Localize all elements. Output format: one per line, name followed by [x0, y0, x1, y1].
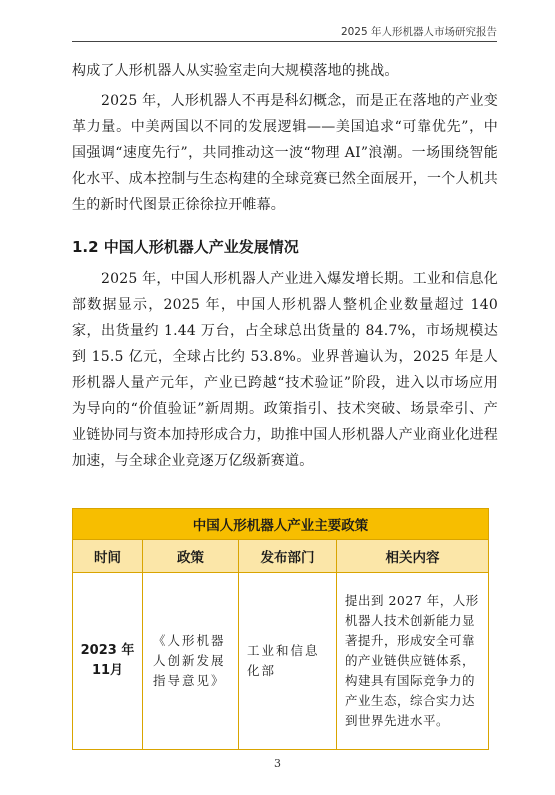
table-title: 中国人形机器人产业主要政策 [73, 509, 489, 540]
paragraph-continuation: 构成了人形机器人从实验室走向大规模落地的挑战。 [72, 63, 399, 79]
paragraph-industry: 2025 年，中国人形机器人产业进入爆发增长期。工业和信息化部数据显示，2025 年，中国人形机器人整机企业数量超过 140 家，出货量约 1.44 万台，占全球总出货量的 84.7%，市场规模达到 15.5 亿元，全球占比约 53.8%。业界普遍认为，2025 年是人形机器人量产元年，产业已跨越“技术验证”阶段，进入以市场应用为导向的“价值验证”新周期。政策指引、技术突破、场景牵引、产业链协同与资本加持形成合力，助推中国人形机器人产业商业化进程加速，与全球企业竞逐万亿级新赛道。 [72, 271, 498, 469]
cell-content: 提出到 2027 年，人形机器人技术创新能力显著提升，形成安全可靠的产业链供应链体系，构建具有国际竞争力的产业生态，综合实力达到世界先进水平。 [337, 573, 489, 750]
paragraph-intro: 2025 年，人形机器人不再是科幻概念，而是正在落地的产业变革力量。中美两国以不同的发展逻辑——美国追求“可靠优先”，中国强调“速度先行”，共同推动这一波“物理 AI”浪潮。一场围绕智能化水平、成本控制与生态构建的全球竞赛已然全面展开，一个人机共生的新时代图景正徐徐拉开帷幕。 [72, 93, 498, 213]
table-row [73, 573, 489, 750]
header-time: 时间 [73, 540, 143, 573]
header-policy: 政策 [143, 540, 239, 573]
cell-dept: 工业和信息化部 [239, 573, 337, 750]
header-rule [72, 41, 497, 42]
header-content: 相关内容 [337, 540, 489, 573]
policy-table [72, 508, 489, 750]
running-header: 2025 年人形机器人市场研究报告 [340, 26, 497, 38]
page-number: 3 [274, 757, 281, 770]
section-title: 1.2 中国人形机器人产业发展情况 [72, 238, 299, 256]
header-dept: 发布部门 [239, 540, 337, 573]
table-header-row [73, 540, 489, 573]
cell-time: 2023 年 11月 [73, 573, 143, 750]
cell-policy: 《人形机器人创新发展指导意见》 [143, 573, 239, 750]
